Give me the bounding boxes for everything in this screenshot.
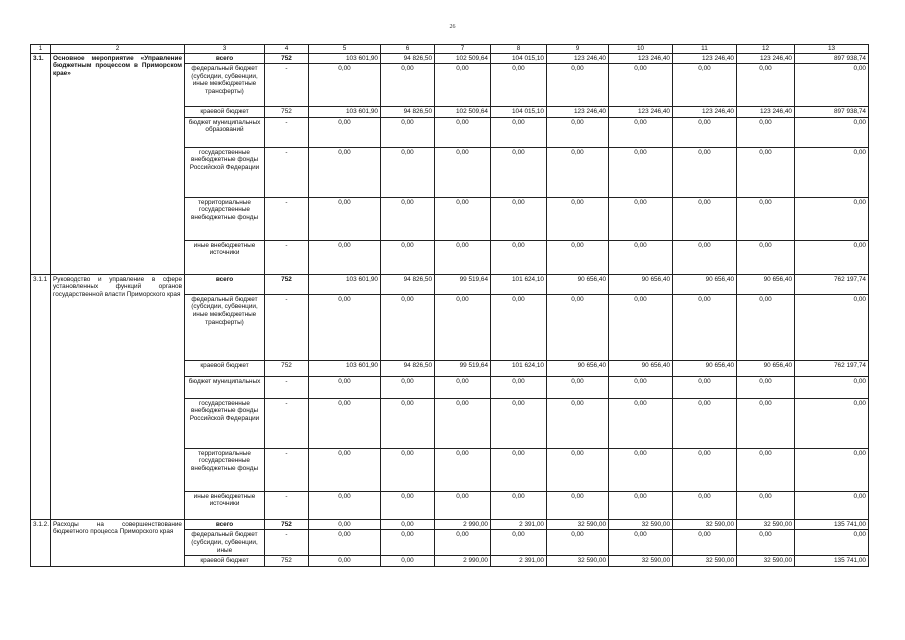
amount-cell: 32 590,00 bbox=[737, 556, 795, 567]
item-title: Расходы на совершенствование бюджетного процесса Приморского края bbox=[51, 519, 185, 566]
amount-cell: 102 509,64 bbox=[435, 53, 491, 64]
amount-cell: 0,00 bbox=[491, 240, 547, 274]
amount-cell: 0,00 bbox=[381, 491, 435, 519]
amount-cell: 0,00 bbox=[309, 294, 381, 360]
budget-code: - bbox=[265, 117, 309, 147]
amount-cell: 0,00 bbox=[435, 491, 491, 519]
amount-cell: 94 826,50 bbox=[381, 360, 435, 376]
amount-cell: 90 656,40 bbox=[609, 360, 673, 376]
table-row bbox=[31, 53, 869, 64]
amount-cell: 32 590,00 bbox=[673, 556, 737, 567]
funding-source: всего bbox=[185, 53, 265, 64]
column-number: 5 bbox=[309, 45, 381, 54]
funding-source: всего bbox=[185, 274, 265, 294]
amount-cell: 0,00 bbox=[737, 398, 795, 448]
funding-source: иные внебюджетные источники bbox=[185, 240, 265, 274]
amount-cell: 0,00 bbox=[737, 147, 795, 197]
budget-code: - bbox=[265, 64, 309, 107]
amount-cell: 0,00 bbox=[673, 530, 737, 556]
funding-source: государственные внебюджетные фонды Российской Федерации bbox=[185, 147, 265, 197]
item-code: 3.1. bbox=[31, 53, 51, 274]
amount-cell: 0,00 bbox=[547, 117, 609, 147]
amount-cell: 0,00 bbox=[795, 147, 869, 197]
amount-cell: 0,00 bbox=[309, 197, 381, 240]
column-number: 2 bbox=[51, 45, 185, 54]
amount-cell: 32 590,00 bbox=[609, 556, 673, 567]
amount-cell: 0,00 bbox=[609, 530, 673, 556]
funding-source: бюджет муниципальных bbox=[185, 376, 265, 398]
amount-cell: 0,00 bbox=[673, 117, 737, 147]
amount-cell: 90 656,40 bbox=[609, 274, 673, 294]
table-row bbox=[31, 519, 869, 530]
amount-cell: 0,00 bbox=[309, 240, 381, 274]
amount-cell: 2 391,00 bbox=[491, 556, 547, 567]
amount-cell: 0,00 bbox=[435, 117, 491, 147]
amount-cell: 0,00 bbox=[309, 556, 381, 567]
table-body bbox=[31, 45, 869, 567]
amount-cell: 0,00 bbox=[435, 376, 491, 398]
amount-cell: 90 656,40 bbox=[673, 274, 737, 294]
amount-cell: 0,00 bbox=[673, 64, 737, 107]
amount-cell: 0,00 bbox=[673, 294, 737, 360]
amount-cell: 0,00 bbox=[737, 294, 795, 360]
amount-cell: 0,00 bbox=[673, 147, 737, 197]
funding-source: бюджет муниципальных образований bbox=[185, 117, 265, 147]
amount-cell: 103 601,90 bbox=[309, 107, 381, 118]
amount-cell: 0,00 bbox=[737, 197, 795, 240]
amount-cell: 0,00 bbox=[609, 197, 673, 240]
amount-cell: 762 197,74 bbox=[795, 360, 869, 376]
amount-cell: 90 656,40 bbox=[673, 360, 737, 376]
amount-cell: 0,00 bbox=[491, 64, 547, 107]
amount-cell: 0,00 bbox=[673, 448, 737, 491]
amount-cell: 2 990,00 bbox=[435, 519, 491, 530]
column-number: 4 bbox=[265, 45, 309, 54]
amount-cell: 0,00 bbox=[381, 398, 435, 448]
amount-cell: 0,00 bbox=[609, 491, 673, 519]
amount-cell: 0,00 bbox=[795, 448, 869, 491]
amount-cell: 0,00 bbox=[737, 64, 795, 107]
amount-cell: 135 741,00 bbox=[795, 556, 869, 567]
amount-cell: 0,00 bbox=[491, 117, 547, 147]
funding-source: федеральный бюджет (субсидии, субвенции, иные bbox=[185, 530, 265, 556]
amount-cell: 90 656,40 bbox=[737, 274, 795, 294]
budget-table bbox=[30, 44, 869, 567]
amount-cell: 0,00 bbox=[547, 530, 609, 556]
amount-cell: 0,00 bbox=[547, 240, 609, 274]
amount-cell: 103 601,90 bbox=[309, 274, 381, 294]
column-number: 7 bbox=[435, 45, 491, 54]
amount-cell: 0,00 bbox=[737, 240, 795, 274]
amount-cell: 0,00 bbox=[491, 147, 547, 197]
amount-cell: 0,00 bbox=[609, 64, 673, 107]
amount-cell: 123 246,40 bbox=[737, 53, 795, 64]
funding-source: государственные внебюджетные фонды Российской Федерации bbox=[185, 398, 265, 448]
amount-cell: 103 601,90 bbox=[309, 53, 381, 64]
amount-cell: 0,00 bbox=[309, 398, 381, 448]
amount-cell: 0,00 bbox=[547, 147, 609, 197]
amount-cell: 104 015,10 bbox=[491, 107, 547, 118]
amount-cell: 123 246,40 bbox=[609, 53, 673, 64]
amount-cell: 0,00 bbox=[737, 491, 795, 519]
amount-cell: 101 624,10 bbox=[491, 360, 547, 376]
amount-cell: 0,00 bbox=[673, 240, 737, 274]
budget-code: - bbox=[265, 448, 309, 491]
budget-code: 752 bbox=[265, 274, 309, 294]
amount-cell: 90 656,40 bbox=[547, 274, 609, 294]
amount-cell: 0,00 bbox=[609, 117, 673, 147]
budget-code: 752 bbox=[265, 53, 309, 64]
amount-cell: 0,00 bbox=[547, 376, 609, 398]
amount-cell: 0,00 bbox=[381, 240, 435, 274]
amount-cell: 0,00 bbox=[795, 398, 869, 448]
amount-cell: 0,00 bbox=[737, 117, 795, 147]
amount-cell: 32 590,00 bbox=[609, 519, 673, 530]
budget-code: 752 bbox=[265, 556, 309, 567]
column-number: 10 bbox=[609, 45, 673, 54]
amount-cell: 94 826,50 bbox=[381, 107, 435, 118]
funding-source: краевой бюджет bbox=[185, 107, 265, 118]
funding-source: федеральный бюджет (субсидии, субвенции, иные межбюджетные трансферты) bbox=[185, 64, 265, 107]
amount-cell: 99 519,64 bbox=[435, 274, 491, 294]
budget-code: 752 bbox=[265, 519, 309, 530]
amount-cell: 0,00 bbox=[673, 376, 737, 398]
page-number: 26 bbox=[449, 24, 456, 30]
amount-cell: 897 938,74 bbox=[795, 53, 869, 64]
column-number: 1 bbox=[31, 45, 51, 54]
amount-cell: 0,00 bbox=[491, 491, 547, 519]
amount-cell: 123 246,40 bbox=[673, 53, 737, 64]
amount-cell: 0,00 bbox=[737, 530, 795, 556]
budget-code: - bbox=[265, 398, 309, 448]
budget-code: 752 bbox=[265, 360, 309, 376]
amount-cell: 0,00 bbox=[309, 448, 381, 491]
amount-cell: 762 197,74 bbox=[795, 274, 869, 294]
amount-cell: 897 938,74 bbox=[795, 107, 869, 118]
amount-cell: 0,00 bbox=[381, 556, 435, 567]
amount-cell: 0,00 bbox=[673, 491, 737, 519]
amount-cell: 0,00 bbox=[795, 294, 869, 360]
amount-cell: 0,00 bbox=[795, 530, 869, 556]
funding-source: всего bbox=[185, 519, 265, 530]
amount-cell: 0,00 bbox=[547, 64, 609, 107]
budget-code: - bbox=[265, 147, 309, 197]
amount-cell: 0,00 bbox=[435, 398, 491, 448]
amount-cell: 0,00 bbox=[795, 376, 869, 398]
item-title: Основное мероприятие «Управление бюджетным процессом в Приморском крае» bbox=[51, 53, 185, 274]
amount-cell: 99 519,64 bbox=[435, 360, 491, 376]
amount-cell: 0,00 bbox=[491, 376, 547, 398]
item-code: 3.1.1 bbox=[31, 274, 51, 519]
amount-cell: 0,00 bbox=[309, 376, 381, 398]
amount-cell: 0,00 bbox=[381, 376, 435, 398]
amount-cell: 0,00 bbox=[309, 491, 381, 519]
amount-cell: 0,00 bbox=[795, 64, 869, 107]
column-number: 11 bbox=[673, 45, 737, 54]
amount-cell: 0,00 bbox=[547, 491, 609, 519]
amount-cell: 0,00 bbox=[381, 448, 435, 491]
amount-cell: 94 826,50 bbox=[381, 53, 435, 64]
funding-source: территориальные государственные внебюджетные фонды bbox=[185, 197, 265, 240]
column-number: 8 bbox=[491, 45, 547, 54]
budget-code: - bbox=[265, 240, 309, 274]
column-number: 3 bbox=[185, 45, 265, 54]
amount-cell: 0,00 bbox=[609, 376, 673, 398]
amount-cell: 0,00 bbox=[737, 376, 795, 398]
amount-cell: 103 601,90 bbox=[309, 360, 381, 376]
amount-cell: 0,00 bbox=[435, 197, 491, 240]
amount-cell: 90 656,40 bbox=[737, 360, 795, 376]
item-title: Руководство и управление в сфере установленных функций органов государственной власти Приморского края bbox=[51, 274, 185, 519]
amount-cell: 94 826,50 bbox=[381, 274, 435, 294]
budget-code: 752 bbox=[265, 107, 309, 118]
amount-cell: 0,00 bbox=[381, 197, 435, 240]
amount-cell: 0,00 bbox=[609, 448, 673, 491]
amount-cell: 0,00 bbox=[381, 147, 435, 197]
amount-cell: 0,00 bbox=[547, 294, 609, 360]
amount-cell: 2 391,00 bbox=[491, 519, 547, 530]
amount-cell: 0,00 bbox=[609, 398, 673, 448]
amount-cell: 0,00 bbox=[609, 240, 673, 274]
amount-cell: 0,00 bbox=[609, 294, 673, 360]
amount-cell: 102 509,64 bbox=[435, 107, 491, 118]
amount-cell: 0,00 bbox=[795, 240, 869, 274]
amount-cell: 0,00 bbox=[381, 530, 435, 556]
amount-cell: 0,00 bbox=[491, 448, 547, 491]
column-number: 9 bbox=[547, 45, 609, 54]
amount-cell: 0,00 bbox=[435, 294, 491, 360]
amount-cell: 0,00 bbox=[547, 448, 609, 491]
amount-cell: 0,00 bbox=[435, 240, 491, 274]
amount-cell: 0,00 bbox=[309, 147, 381, 197]
amount-cell: 0,00 bbox=[381, 519, 435, 530]
amount-cell: 32 590,00 bbox=[673, 519, 737, 530]
budget-code: - bbox=[265, 376, 309, 398]
column-number: 12 bbox=[737, 45, 795, 54]
header-row bbox=[31, 45, 869, 54]
amount-cell: 0,00 bbox=[673, 398, 737, 448]
amount-cell: 0,00 bbox=[435, 530, 491, 556]
funding-source: иные внебюджетные источники bbox=[185, 491, 265, 519]
amount-cell: 0,00 bbox=[435, 448, 491, 491]
amount-cell: 0,00 bbox=[609, 147, 673, 197]
funding-source: краевой бюджет bbox=[185, 360, 265, 376]
funding-source: краевой бюджет bbox=[185, 556, 265, 567]
amount-cell: 0,00 bbox=[309, 117, 381, 147]
amount-cell: 0,00 bbox=[309, 519, 381, 530]
amount-cell: 32 590,00 bbox=[547, 519, 609, 530]
amount-cell: 0,00 bbox=[381, 117, 435, 147]
amount-cell: 0,00 bbox=[381, 294, 435, 360]
amount-cell: 0,00 bbox=[795, 197, 869, 240]
amount-cell: 123 246,40 bbox=[737, 107, 795, 118]
amount-cell: 0,00 bbox=[795, 117, 869, 147]
budget-code: - bbox=[265, 530, 309, 556]
amount-cell: 0,00 bbox=[491, 530, 547, 556]
amount-cell: 0,00 bbox=[309, 530, 381, 556]
column-number: 6 bbox=[381, 45, 435, 54]
funding-source: территориальные государственные внебюджетные фонды bbox=[185, 448, 265, 491]
amount-cell: 0,00 bbox=[491, 294, 547, 360]
amount-cell: 135 741,00 bbox=[795, 519, 869, 530]
amount-cell: 101 624,10 bbox=[491, 274, 547, 294]
amount-cell: 0,00 bbox=[795, 491, 869, 519]
amount-cell: 0,00 bbox=[491, 197, 547, 240]
amount-cell: 2 990,00 bbox=[435, 556, 491, 567]
amount-cell: 32 590,00 bbox=[547, 556, 609, 567]
amount-cell: 90 656,40 bbox=[547, 360, 609, 376]
budget-code: - bbox=[265, 197, 309, 240]
amount-cell: 0,00 bbox=[381, 64, 435, 107]
amount-cell: 32 590,00 bbox=[737, 519, 795, 530]
amount-cell: 0,00 bbox=[737, 448, 795, 491]
amount-cell: 123 246,40 bbox=[547, 53, 609, 64]
amount-cell: 123 246,40 bbox=[547, 107, 609, 118]
item-code: 3.1.2. bbox=[31, 519, 51, 566]
amount-cell: 0,00 bbox=[435, 147, 491, 197]
amount-cell: 123 246,40 bbox=[609, 107, 673, 118]
amount-cell: 0,00 bbox=[547, 197, 609, 240]
amount-cell: 123 246,40 bbox=[673, 107, 737, 118]
column-number: 13 bbox=[795, 45, 869, 54]
budget-code: - bbox=[265, 294, 309, 360]
amount-cell: 0,00 bbox=[435, 64, 491, 107]
funding-source: федеральный бюджет (субсидии, субвенции, иные межбюджетные трансферты) bbox=[185, 294, 265, 360]
amount-cell: 104 015,10 bbox=[491, 53, 547, 64]
amount-cell: 0,00 bbox=[673, 197, 737, 240]
budget-code: - bbox=[265, 491, 309, 519]
amount-cell: 0,00 bbox=[309, 64, 381, 107]
amount-cell: 0,00 bbox=[491, 398, 547, 448]
table-row bbox=[31, 274, 869, 294]
amount-cell: 0,00 bbox=[547, 398, 609, 448]
